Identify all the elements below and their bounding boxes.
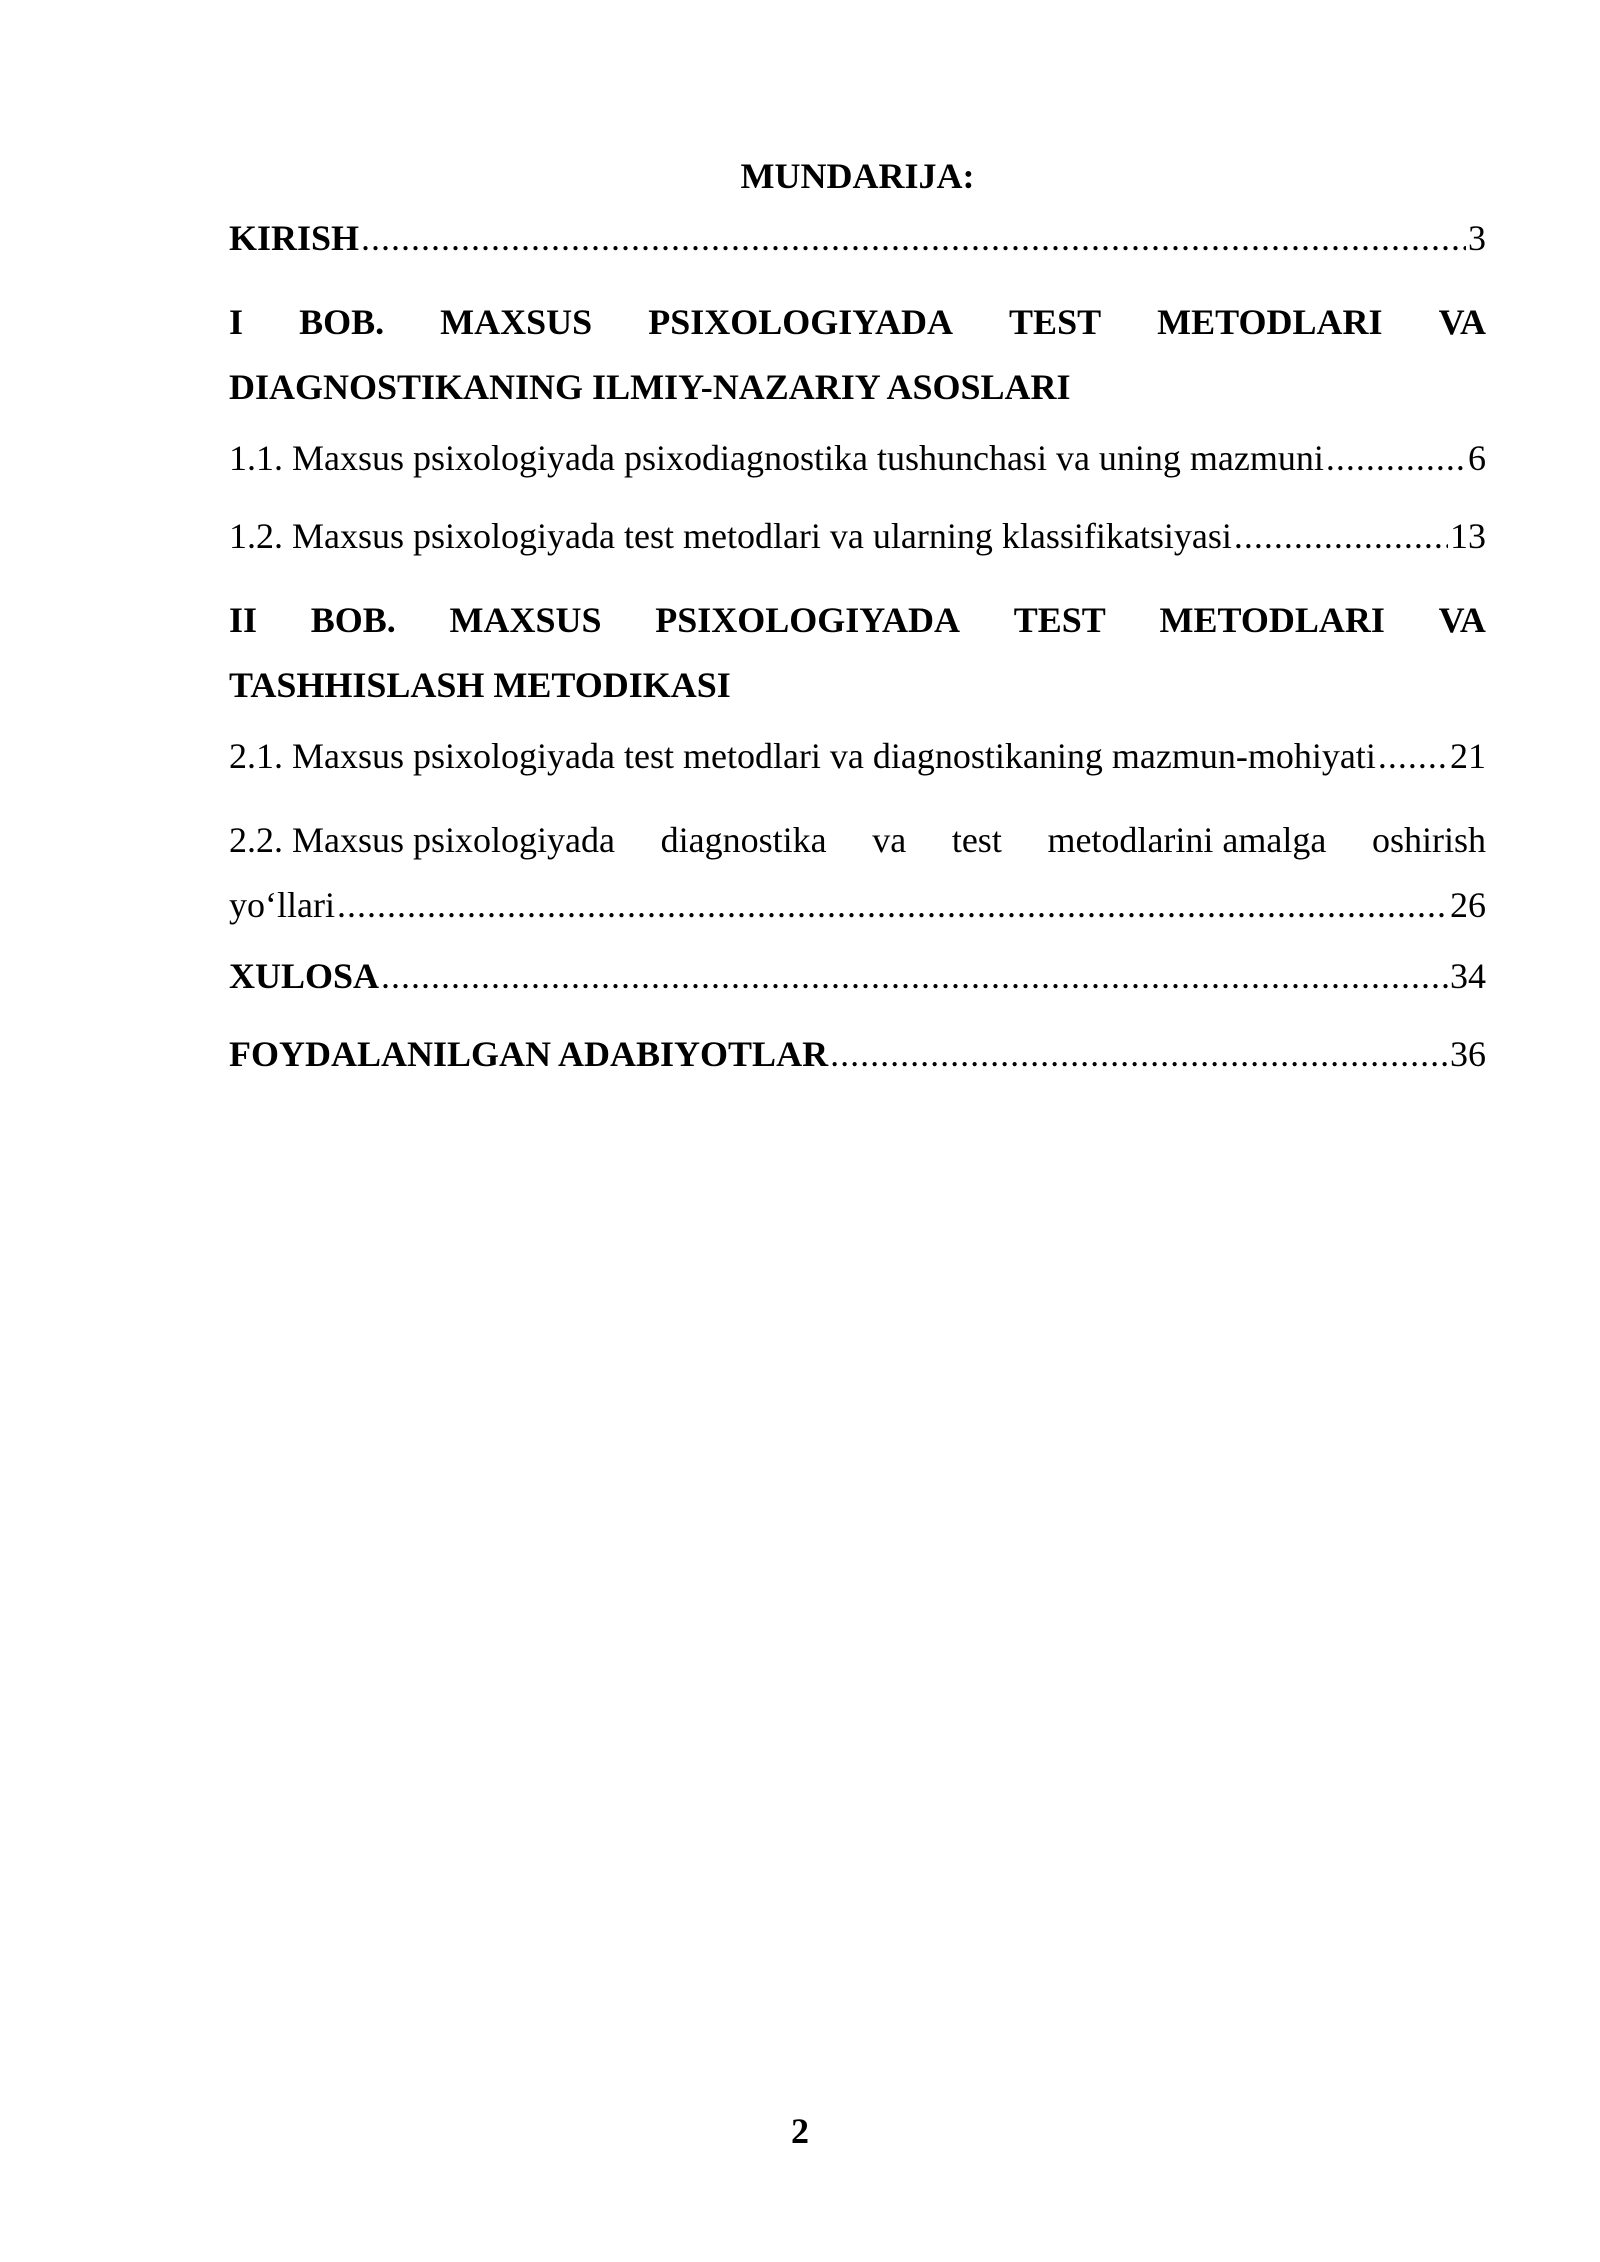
chapter-heading-line [229,588,1486,653]
dot-leader [337,873,1448,938]
chapter-word: BOB. [310,600,396,640]
chapter-word: PSIXOLOGIYADA [655,600,960,640]
toc-chapter-1[interactable] [229,290,1486,420]
toc-entry-label: XULOSA [229,956,380,996]
toc-entry-1-1[interactable] [229,432,1486,484]
page-number: 2 [791,2111,809,2151]
dot-leader [1378,730,1448,782]
chapter-word: MAXSUS [440,302,593,342]
toc-entry-kirish[interactable] [229,212,1486,264]
toc-entry-word: diagnostika [660,820,827,860]
toc-entry-xulosa[interactable] [229,950,1486,1002]
chapter-heading-line-2: TASHHISLASH METODIKASI [229,665,731,705]
toc-page-number: 26 [1450,885,1486,925]
toc-page-number: 3 [1468,218,1486,258]
toc-entry-word: 2.2. Maxsus psixologiyada [229,820,615,860]
chapter-word: TEST [1013,600,1106,640]
table-of-contents [229,150,1486,1106]
toc-entry-word: metodlarini amalga [1047,820,1327,860]
toc-entry-label: KIRISH [229,218,360,258]
toc-entry-label: FOYDALANILGAN ADABIYOTLAR [229,1034,829,1074]
chapter-heading-line-2: DIAGNOSTIKANING ILMIY-NAZARIY ASOSLARI [229,367,1071,407]
toc-entry-word: oshirish [1371,820,1486,860]
toc-entry-2-1[interactable] [229,730,1486,782]
toc-title: MUNDARIJA: [740,156,975,196]
toc-entry-label: yo‘llari [229,885,335,925]
toc-entry-label: 2.1. Maxsus psixologiyada test metodlari va diagnostikaning mazmun-mohiyati [229,736,1376,776]
dot-leader [1326,432,1466,484]
toc-entry-word: va [872,820,907,860]
dot-leader [381,950,1448,1002]
dot-leader [1234,510,1448,562]
toc-entry-label: 1.2. Maxsus psixologiyada test metodlari va ularning klassifikatsiyasi [229,516,1232,556]
toc-page-number: 6 [1468,438,1486,478]
toc-entry-label: 1.1. Maxsus psixologiyada psixodiagnostika tushunchasi va uning mazmuni [229,438,1324,478]
toc-entry-2-2[interactable] [229,808,1486,938]
chapter-heading-line [229,290,1486,355]
toc-page-number: 36 [1450,1034,1486,1074]
chapter-word: I [229,302,244,342]
chapter-word: PSIXOLOGIYADA [648,302,953,342]
chapter-word: II [229,600,258,640]
chapter-word: METODLARI [1157,302,1383,342]
chapter-word: VA [1438,302,1486,342]
chapter-word: BOB. [299,302,385,342]
toc-page-number: 21 [1450,736,1486,776]
chapter-word: VA [1438,600,1486,640]
chapter-word: MAXSUS [449,600,602,640]
toc-entry-word: test [951,820,1002,860]
dot-leader [830,1028,1448,1080]
chapter-word: TEST [1009,302,1102,342]
toc-chapter-2[interactable] [229,588,1486,718]
toc-entry-adabiyotlar[interactable] [229,1028,1486,1080]
toc-page-number: 13 [1450,516,1486,556]
toc-page-number: 34 [1450,956,1486,996]
toc-entry-1-2[interactable] [229,510,1486,562]
dot-leader [361,212,1466,264]
toc-entry-line-2 [229,873,1486,938]
toc-entry-line [229,808,1486,873]
chapter-word: METODLARI [1159,600,1385,640]
